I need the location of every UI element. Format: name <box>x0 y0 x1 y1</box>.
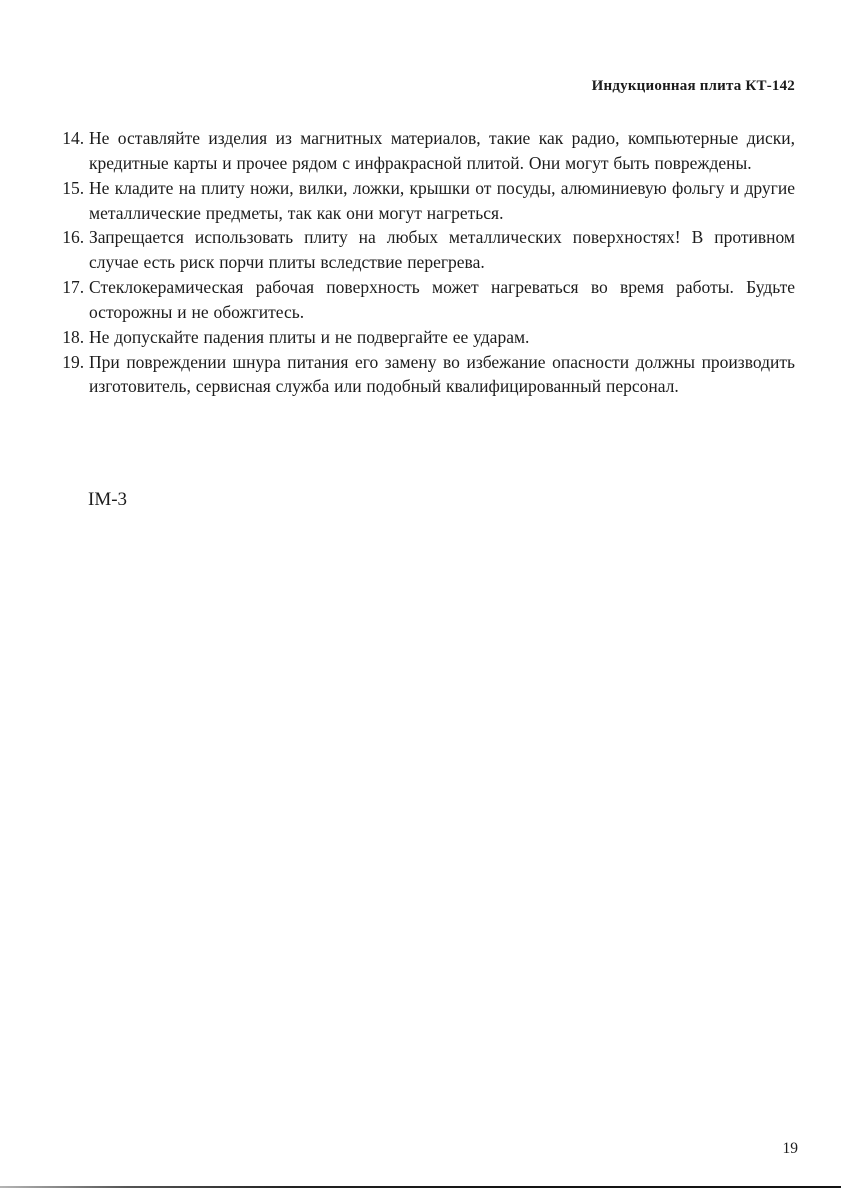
list-item-text: Не оставляйте изделия из магнитных материалов, такие как радио, компьютерные диски, кредитные карты и прочее рядом с инфракрасной плитой. Они могут быть повреждены. <box>89 128 795 173</box>
list-item <box>89 176 795 226</box>
page-header-title: Индукционная плита КТ-142 <box>591 78 795 94</box>
list-item <box>89 325 795 350</box>
list-item-text: Запрещается использовать плиту на любых металлических поверхностях! В противном случае есть риск порчи плиты вследствие перегрева. <box>89 227 795 273</box>
list-item <box>89 126 795 176</box>
safety-instructions-list <box>58 126 795 399</box>
page-number: 19 <box>782 1140 798 1157</box>
list-item <box>89 275 795 325</box>
list-item-text: Не кладите на плиту ножи, вилки, ложки, крышки от посуды, алюминиевую фольгу и другие металлические предметы, так как они могут нагреться. <box>89 177 795 223</box>
list-item-text: Стеклокерамическая рабочая поверхность может нагреваться во время работы. Будьте осторожны и не обожгитесь. <box>89 277 795 322</box>
list-item <box>89 350 795 400</box>
list-item-text: При повреждении шнура питания его замену во избежание опасности должны производить изготовитель, сервисная служба или подобный квалифицированный персонал. <box>89 351 795 397</box>
im-code-label: IM-3 <box>88 489 128 510</box>
safety-instructions-section <box>58 126 795 399</box>
scan-edge-line <box>0 1186 841 1189</box>
list-item <box>89 225 795 275</box>
list-item-text: Не допускайте падения плиты и не подвергайте ее ударам. <box>89 326 530 347</box>
